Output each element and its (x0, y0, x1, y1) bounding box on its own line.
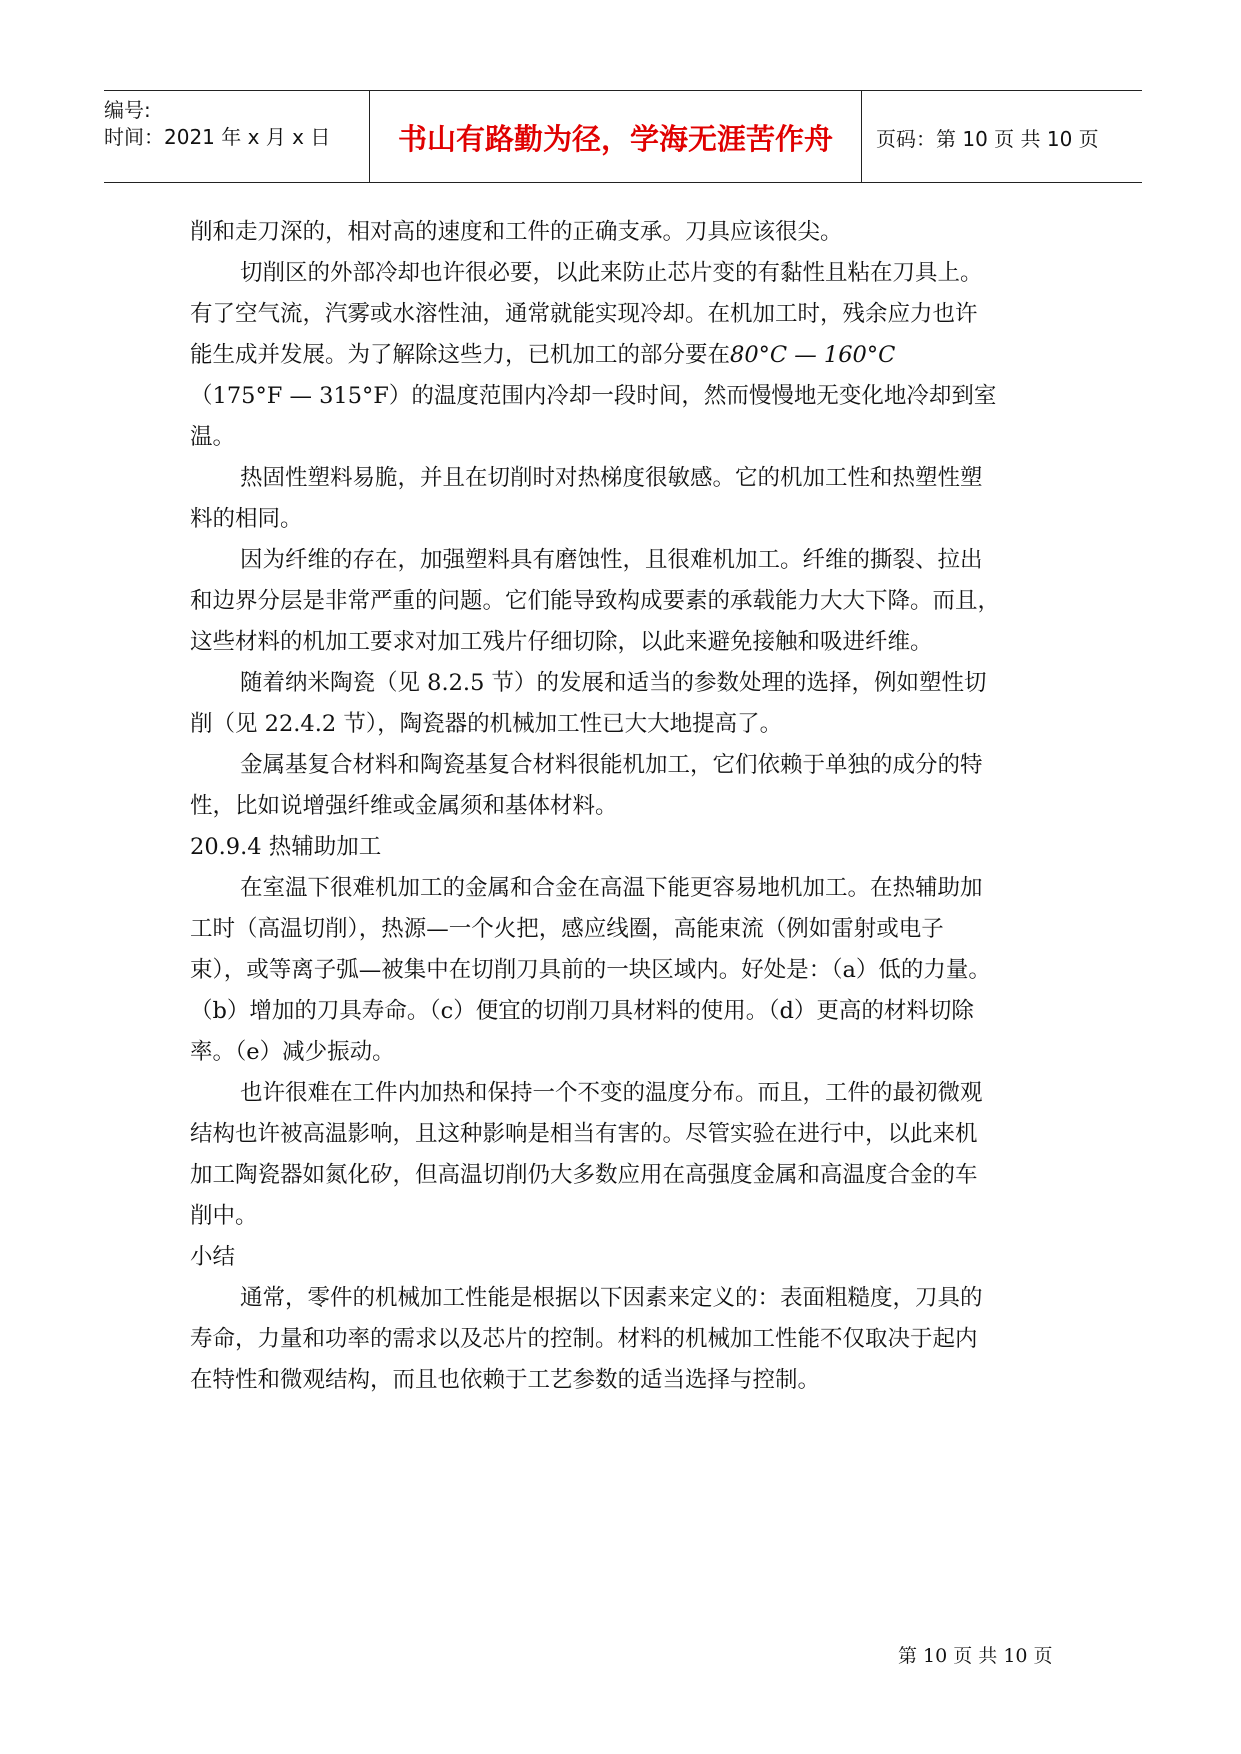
header-motto-cell (370, 91, 862, 182)
text-line: 温。 (190, 424, 236, 450)
text-line: 随着纳米陶瓷（见 8.2.5 节）的发展和适当的参数处理的选择，例如塑性切 (240, 670, 987, 696)
text-segment: 能生成并发展。为了解除这些力，已机加工的部分要在 (190, 342, 731, 368)
text-line: 料的相同。 (190, 506, 303, 532)
page-footer: 第 10 页 共 10 页 (898, 1645, 1053, 1667)
text-line: 寿命，力量和功率的需求以及芯片的控制。材料的机械加工性能不仅取决于起内 (190, 1326, 978, 1352)
text-line: 加工陶瓷器如氮化矽，但高温切削仍大多数应用在高强度金属和高温度合金的车 (190, 1162, 978, 1188)
text-line: 这些材料的机加工要求对加工残片仔细切除，以此来避免接触和吸进纤维。 (190, 629, 933, 655)
text-line: 和边界分层是非常严重的问题。它们能导致构成要素的承载能力大大下降。而且， (190, 588, 1001, 614)
text-line: 有了空气流，汽雾或水溶性油，通常就能实现冷却。在机加工时，残余应力也许 (190, 301, 978, 327)
text-segment: 的温度范围内冷却一段时间，然而慢慢地无变化地冷却到室 (411, 383, 997, 409)
text-line: 削（见 22.4.2 节），陶瓷器的机械加工性已大大地提高了。 (190, 711, 783, 737)
header-page-cell (862, 91, 1142, 182)
text-line (190, 376, 1060, 417)
document-body (190, 212, 1060, 1401)
text-line: 削和走刀深的，相对高的速度和工件的正确支承。刀具应该很尖。 (190, 219, 843, 245)
text-line: 通常，零件的机械加工性能是根据以下因素来定义的：表面粗糙度，刀具的 (240, 1285, 983, 1311)
temperature-fahrenheit: （175°F — 315°F） (190, 383, 412, 409)
text-line: 在室温下很难机加工的金属和合金在高温下能更容易地机加工。在热辅助加 (240, 875, 983, 901)
text-line (190, 335, 1060, 376)
header-info-cell (104, 91, 370, 182)
section-heading: 小结 (190, 1244, 236, 1270)
text-line: 因为纤维的存在，加强塑料具有磨蚀性，且很难机加工。纤维的撕裂、拉出 (240, 547, 983, 573)
temperature-celsius: 80°C — 160°C (730, 342, 896, 368)
text-line: 工时（高温切削），热源—一个火把，感应线圈，高能束流（例如雷射或电子 (190, 916, 944, 942)
text-line: 束），或等离子弧—被集中在切削刀具前的一块区域内。好处是：（a）低的力量。 (190, 957, 991, 983)
section-heading: 20.9.4 热辅助加工 (190, 834, 382, 860)
page-header (104, 90, 1142, 183)
page-label: 页码：第 10 页 共 10 页 (876, 127, 1099, 151)
text-line: 结构也许被高温影响，且这种影响是相当有害的。尽管实验在进行中，以此来机 (190, 1121, 978, 1147)
text-line: 性，比如说增强纤维或金属须和基体材料。 (190, 793, 618, 819)
text-line: 热固性塑料易脆，并且在切削时对热梯度很敏感。它的机加工性和热塑性塑 (240, 465, 983, 491)
text-line: 切削区的外部冷却也许很必要，以此来防止芯片变的有黏性且粘在刀具上。 (240, 260, 983, 286)
text-line: 也许很难在工件内加热和保持一个不变的温度分布。而且，工件的最初微观 (240, 1080, 983, 1106)
text-line: 金属基复合材料和陶瓷基复合材料很能机加工，它们依赖于单独的成分的特 (240, 752, 983, 778)
text-line: 削中。 (190, 1203, 258, 1229)
text-line: （b）增加的刀具寿命。（c）便宜的切削刀具材料的使用。（d）更高的材料切除 (190, 998, 974, 1024)
number-label: 编号: (104, 98, 151, 122)
text-line: 在特性和微观结构，而且也依赖于工艺参数的适当选择与控制。 (190, 1367, 821, 1393)
text-line: 率。（e）减少振动。 (190, 1039, 395, 1065)
time-label: 时间：2021 年 x 月 x 日 (104, 125, 331, 149)
motto-text: 书山有路勤为径，学海无涯苦作舟 (397, 122, 833, 156)
